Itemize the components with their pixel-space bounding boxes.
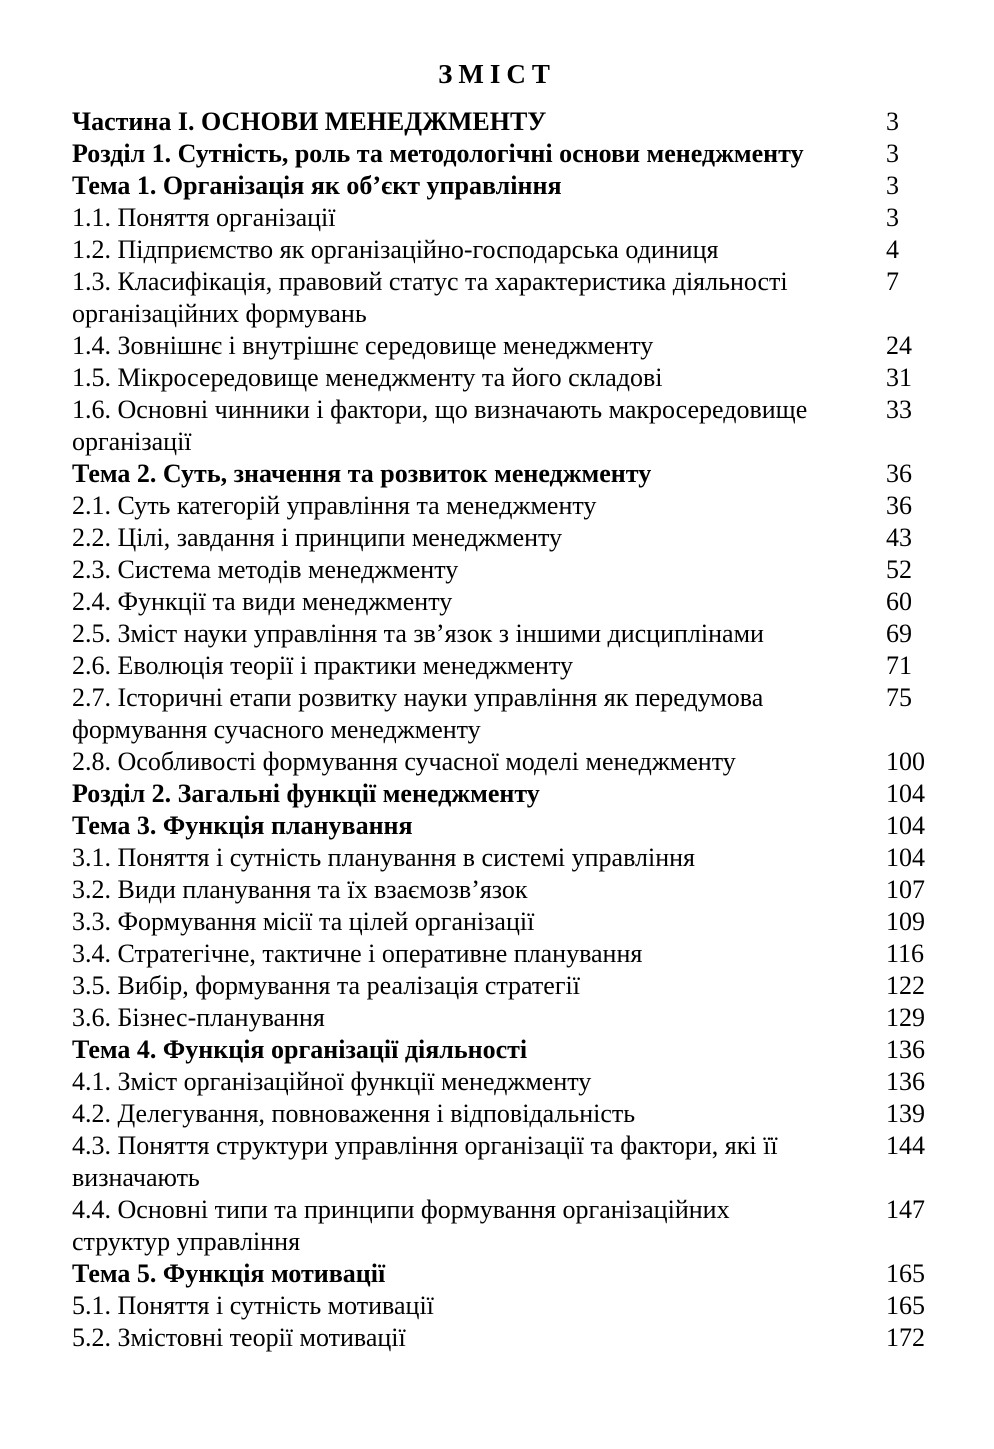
toc-entry-title: 1.3. Класифікація, правовий статус та характеристика діяльності організаційних формувань bbox=[72, 267, 788, 328]
toc-entry[interactable] bbox=[72, 970, 952, 1002]
toc-entry[interactable] bbox=[72, 938, 952, 970]
toc-entry[interactable] bbox=[72, 522, 952, 554]
toc-entry[interactable] bbox=[72, 266, 952, 330]
toc-entry-title: 2.4. Функції та види менеджменту bbox=[72, 587, 453, 616]
toc-entry[interactable] bbox=[72, 170, 952, 202]
toc-entry-page-number: 165 bbox=[886, 1259, 925, 1288]
toc-entry-page-number: 24 bbox=[886, 331, 912, 360]
toc-entry-page-number: 104 bbox=[886, 811, 925, 840]
toc-entry[interactable] bbox=[72, 906, 952, 938]
toc-entry-page-number: 107 bbox=[886, 875, 925, 904]
toc-entry-page-number: 3 bbox=[886, 107, 899, 136]
toc-entry-page-number: 122 bbox=[886, 971, 925, 1000]
toc-entry-page-number: 52 bbox=[886, 555, 912, 584]
toc-entry-title: 3.5. Вибір, формування та реалізація стратегії bbox=[72, 971, 580, 1000]
toc-entry-title: 5.2. Змістовні теорії мотивації bbox=[72, 1323, 406, 1352]
toc-entry-title: 2.5. Зміст науки управління та зв’язок з іншими дисциплінами bbox=[72, 619, 764, 648]
toc-entry[interactable] bbox=[72, 394, 952, 458]
toc-entry[interactable] bbox=[72, 490, 952, 522]
toc-entry[interactable] bbox=[72, 234, 952, 266]
toc-entry-title: 2.8. Особливості формування сучасної моделі менеджменту bbox=[72, 747, 736, 776]
toc-entry-title: 1.2. Підприємство як організаційно-господарська одиниця bbox=[72, 235, 719, 264]
toc-entry[interactable] bbox=[72, 586, 952, 618]
toc-entry-page-number: 69 bbox=[886, 619, 912, 648]
toc-entry[interactable] bbox=[72, 1322, 952, 1354]
toc-entry-page-number: 129 bbox=[886, 1003, 925, 1032]
toc-entry-page-number: 172 bbox=[886, 1323, 925, 1352]
toc-entry[interactable] bbox=[72, 746, 952, 778]
toc-entry-page-number: 71 bbox=[886, 651, 912, 680]
toc-entry-page-number: 3 bbox=[886, 139, 899, 168]
toc-entry-page-number: 147 bbox=[886, 1195, 925, 1224]
toc-entry-title: 2.3. Система методів менеджменту bbox=[72, 555, 459, 584]
toc-entry[interactable] bbox=[72, 874, 952, 906]
toc-entry-title: 3.3. Формування місії та цілей організації bbox=[72, 907, 535, 936]
toc-entry-title: 3.2. Види планування та їх взаємозв’язок bbox=[72, 875, 528, 904]
toc-entry-page-number: 139 bbox=[886, 1099, 925, 1128]
toc-entry-page-number: 104 bbox=[886, 779, 925, 808]
toc-entry[interactable] bbox=[72, 650, 952, 682]
toc-entry-title: 3.4. Стратегічне, тактичне і оперативне планування bbox=[72, 939, 643, 968]
toc-entry-page-number: 136 bbox=[886, 1067, 925, 1096]
table-of-contents bbox=[72, 106, 952, 1354]
toc-entry[interactable] bbox=[72, 1034, 952, 1066]
toc-entry-page-number: 136 bbox=[886, 1035, 925, 1064]
toc-entry[interactable] bbox=[72, 1290, 952, 1322]
toc-entry-title: 2.7. Історичні етапи розвитку науки управління як передумова формування сучасного менеджменту bbox=[72, 683, 764, 744]
toc-entry[interactable] bbox=[72, 682, 952, 746]
toc-entry[interactable] bbox=[72, 202, 952, 234]
toc-entry-page-number: 4 bbox=[886, 235, 899, 264]
toc-entry-title: Частина І. ОСНОВИ МЕНЕДЖМЕНТУ bbox=[72, 107, 547, 136]
toc-entry-title: Тема 5. Функція мотивації bbox=[72, 1259, 386, 1288]
page-title: ЗМІСТ bbox=[438, 59, 556, 89]
toc-entry-title: 2.1. Суть категорій управління та менеджменту bbox=[72, 491, 597, 520]
toc-entry-page-number: 3 bbox=[886, 203, 899, 232]
toc-entry-title: 1.6. Основні чинники і фактори, що визначають макросередовище організації bbox=[72, 395, 808, 456]
toc-entry-title: Розділ 2. Загальні функції менеджменту bbox=[72, 779, 540, 808]
toc-entry-page-number: 116 bbox=[886, 939, 925, 968]
toc-entry[interactable] bbox=[72, 1002, 952, 1034]
toc-entry-page-number: 144 bbox=[886, 1131, 925, 1160]
toc-entry[interactable] bbox=[72, 1194, 952, 1258]
toc-entry-page-number: 3 bbox=[886, 171, 899, 200]
toc-entry-page-number: 100 bbox=[886, 747, 925, 776]
toc-entry-page-number: 60 bbox=[886, 587, 912, 616]
toc-entry-page-number: 31 bbox=[886, 363, 912, 392]
toc-entry-title: Тема 2. Суть, значення та розвиток менеджменту bbox=[72, 459, 652, 488]
toc-entry-page-number: 104 bbox=[886, 843, 925, 872]
toc-entry-title: 4.3. Поняття структури управління організації та фактори, які її визначають bbox=[72, 1131, 778, 1192]
toc-entry-page-number: 33 bbox=[886, 395, 912, 424]
toc-entry[interactable] bbox=[72, 810, 952, 842]
toc-entry-page-number: 165 bbox=[886, 1291, 925, 1320]
toc-entry-title: 3.6. Бізнес-планування bbox=[72, 1003, 325, 1032]
toc-entry[interactable] bbox=[72, 1258, 952, 1290]
toc-entry[interactable] bbox=[72, 106, 952, 138]
toc-entry-title: 5.1. Поняття і сутність мотивації bbox=[72, 1291, 434, 1320]
toc-entry[interactable] bbox=[72, 1130, 952, 1194]
toc-entry-title: 1.4. Зовнішнє і внутрішнє середовище менеджменту bbox=[72, 331, 654, 360]
toc-entry-page-number: 36 bbox=[886, 491, 912, 520]
toc-entry[interactable] bbox=[72, 330, 952, 362]
toc-entry-page-number: 36 bbox=[886, 459, 912, 488]
toc-entry-title: Тема 3. Функція планування bbox=[72, 811, 413, 840]
toc-entry-page-number: 109 bbox=[886, 907, 925, 936]
toc-entry[interactable] bbox=[72, 1066, 952, 1098]
toc-entry-title: Розділ 1. Сутність, роль та методологічні основи менеджменту bbox=[72, 139, 804, 168]
toc-entry-title: 4.4. Основні типи та принципи формування організаційних структур управління bbox=[72, 1195, 730, 1256]
toc-entry-title: 2.6. Еволюція теорії і практики менеджменту bbox=[72, 651, 573, 680]
toc-entry-title: 1.1. Поняття організації bbox=[72, 203, 336, 232]
toc-entry-title: 4.1. Зміст організаційної функції менеджменту bbox=[72, 1067, 592, 1096]
toc-entry[interactable] bbox=[72, 138, 952, 170]
toc-entry[interactable] bbox=[72, 778, 952, 810]
toc-entry-page-number: 75 bbox=[886, 683, 912, 712]
toc-entry-page-number: 43 bbox=[886, 523, 912, 552]
toc-entry-title: 4.2. Делегування, повноваження і відповідальність bbox=[72, 1099, 636, 1128]
toc-entry-title: 3.1. Поняття і сутність планування в системі управління bbox=[72, 843, 695, 872]
toc-entry[interactable] bbox=[72, 1098, 952, 1130]
toc-entry-title: Тема 1. Організація як об’єкт управління bbox=[72, 171, 562, 200]
toc-entry-title: Тема 4. Функція організації діяльності bbox=[72, 1035, 528, 1064]
toc-entry[interactable] bbox=[72, 842, 952, 874]
toc-entry[interactable] bbox=[72, 458, 952, 490]
toc-entry-title: 2.2. Цілі, завдання і принципи менеджменту bbox=[72, 523, 563, 552]
toc-entry[interactable] bbox=[72, 554, 952, 586]
toc-entry[interactable] bbox=[72, 618, 952, 650]
toc-entry[interactable] bbox=[72, 362, 952, 394]
toc-entry-page-number: 7 bbox=[886, 267, 899, 296]
toc-entry-title: 1.5. Мікросередовище менеджменту та його складові bbox=[72, 363, 663, 392]
